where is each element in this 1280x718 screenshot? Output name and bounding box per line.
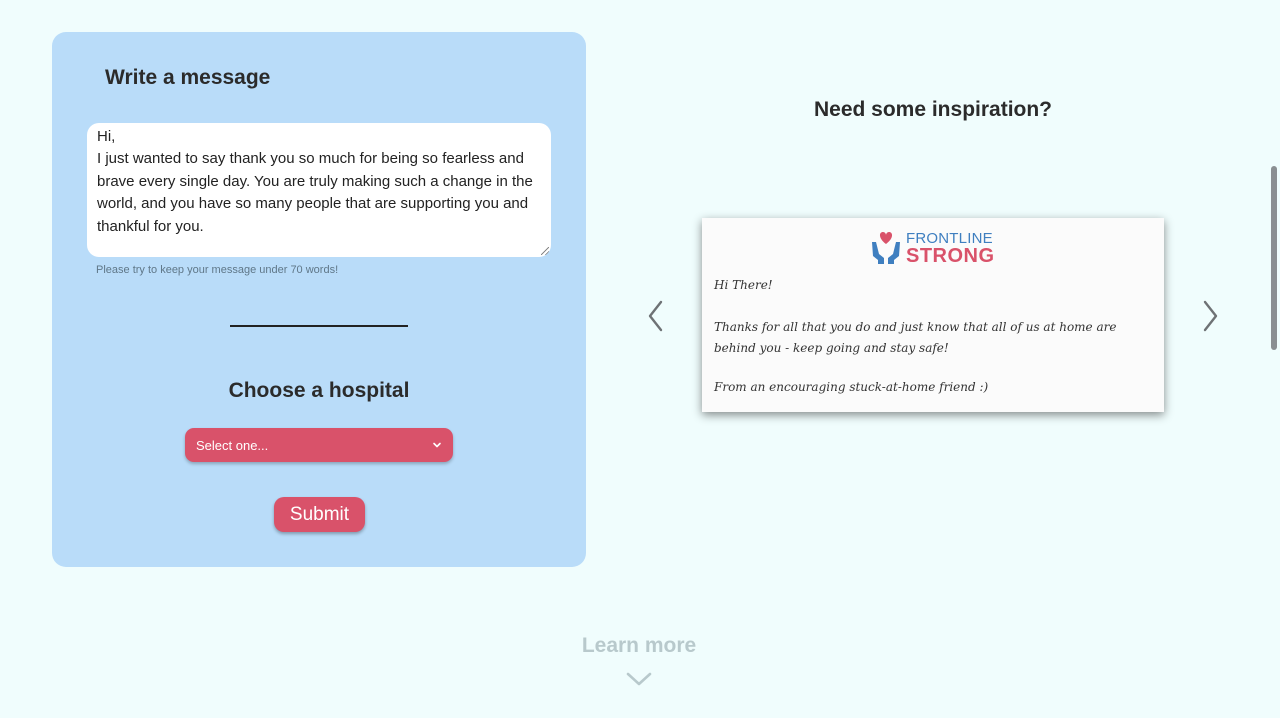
chevron-right-icon [1199,299,1221,333]
choose-hospital-title: Choose a hospital [228,379,410,402]
message-line: Hi, [97,128,116,145]
message-line: I just wanted to say thank you so much for being so fearless and [97,150,524,168]
hospital-select[interactable] [185,428,453,462]
write-message-title: Write a message [105,66,271,89]
inspiration-card [702,218,1164,412]
chevron-left-icon [645,299,667,333]
chevron-down-icon[interactable] [625,670,653,688]
card-greeting: Hi There! [714,278,773,292]
section-divider [230,325,408,327]
word-limit-hint: Please try to keep your message under 70 words! [96,264,339,276]
resize-handle-icon[interactable] [541,247,549,255]
inspiration-title: Need some inspiration? [813,98,1053,121]
heart-hands-icon [870,230,902,266]
message-form-card [52,32,586,567]
scrollbar-thumb[interactable] [1271,166,1277,350]
message-textarea[interactable] [87,123,551,257]
learn-more-link[interactable]: Learn more [581,634,697,657]
frontline-strong-logo [870,230,995,266]
chevron-down-icon [432,440,442,450]
message-line: thankful for you. [97,217,204,235]
logo-line-frontline: FRONTLINE [906,229,993,247]
message-line: brave every single day. You are truly making such a change in the [97,172,533,190]
logo-line-strong: STRONG [906,244,995,267]
carousel-prev-button[interactable] [643,298,669,334]
hospital-select-value: Select one... [196,437,269,453]
card-body-line: behind you - keep going and stay safe! [714,341,949,355]
message-line: world, and you have so many people that are supporting you and [97,195,529,213]
card-body-line: Thanks for all that you do and just know that all of us at home are [714,320,1117,334]
submit-button[interactable]: Submit [274,497,365,532]
carousel-next-button[interactable] [1197,298,1223,334]
card-signoff: From an encouraging stuck-at-home friend :) [714,380,989,394]
